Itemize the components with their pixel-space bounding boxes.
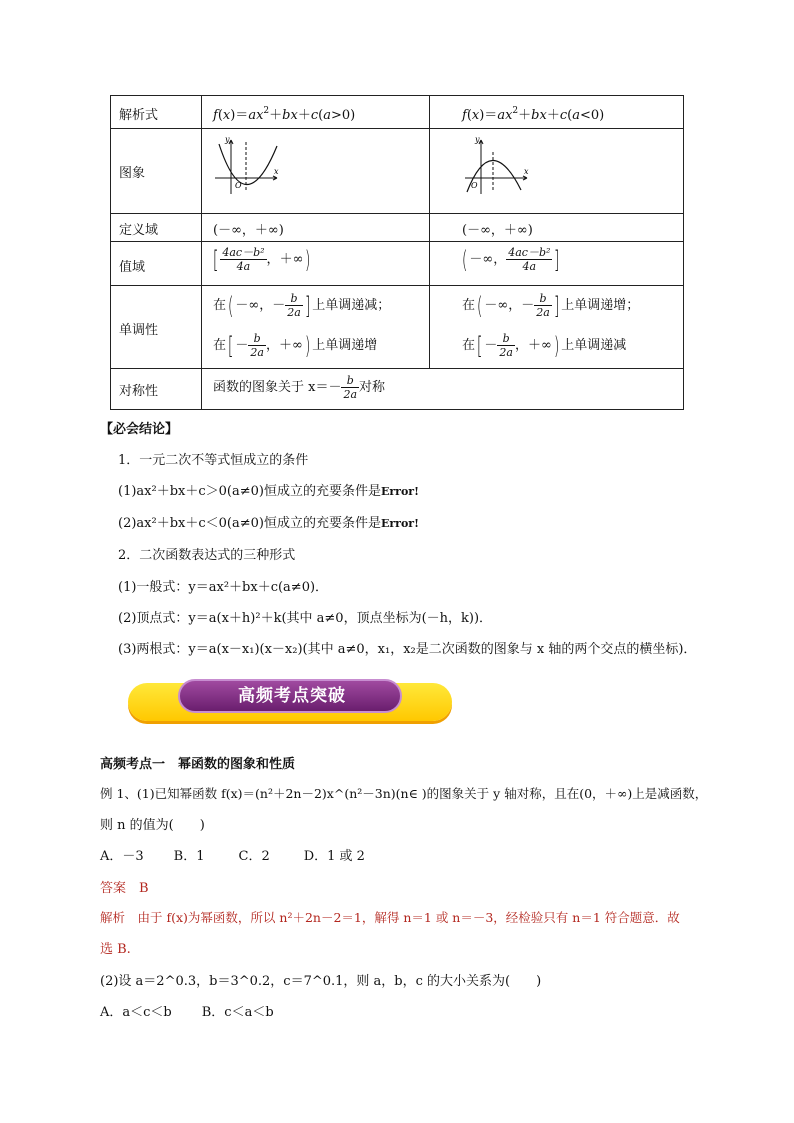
monotonic-decreasing-interval-neg: 在[ － $\frac{b}{2a}$ ，＋∞) 上单调递减 <box>462 331 627 360</box>
monotonic-increasing-interval: 在[ － $\frac{b}{2a}$ ，＋∞) 上单调递增 <box>213 331 378 360</box>
svg-text:O: O <box>235 181 242 190</box>
expression-a-positive: $f(x)=ax^2+bx+c(a>0)$ <box>213 106 356 123</box>
domain-a-negative: (－∞，＋∞) <box>462 223 533 238</box>
conclusion-item-1: 1．一元二次不等式恒成立的条件 <box>118 453 309 468</box>
expression-a-negative: $f(x)=ax^2+bx+c(a<0)$ <box>462 106 605 123</box>
row-label-symmetry: 对称性 <box>119 384 159 399</box>
range-a-negative: ( －∞， $\frac{\text{4ac－b²}}{4a}$ ] <box>461 245 560 274</box>
example-1-line-1: 例 1、(1)已知幂函数 f(x)＝(n²＋2n－2)x^(n²－3n)(n∈ )的图象关于 y 轴对称，且在(0，＋∞)上是减函数， <box>100 786 708 801</box>
section-banner <box>128 683 452 721</box>
svg-text:x: x <box>274 167 279 176</box>
row-label-domain: 定义域 <box>119 223 159 238</box>
row-label-range: 值域 <box>119 260 146 275</box>
svg-text:y: y <box>475 135 480 144</box>
row-label-monotonicity: 单调性 <box>119 323 159 338</box>
range-a-positive: [ $\frac{\text{4ac－b²}}{4a}$ ，＋∞) <box>212 245 311 274</box>
quadratic-properties-table <box>110 95 684 410</box>
conclusion-item-2: 2．二次函数表达式的三种形式 <box>118 548 296 563</box>
parabola-down-graph <box>461 134 533 196</box>
conclusion-line-2: (2)ax²＋bx＋c＜0(a≠0)恒成立的充要条件是Error! <box>118 516 419 531</box>
parabola-up-graph <box>211 134 283 196</box>
conclusion-line-1: (1)ax²＋bx＋c＞0(a≠0)恒成立的充要条件是Error! <box>118 484 419 499</box>
section-title: 高频考点一 幂函数的图象和性质 <box>100 757 296 772</box>
example-1-part-2: (2)设 a＝2^0.3，b＝3^0.2，c＝7^0.1，则 a，b，c 的大小关系为( ) <box>100 974 542 989</box>
symmetry-axis: 函数的图象关于 x＝－ $\frac{b}{2a}$ 对称 <box>213 374 386 401</box>
answer: 答案 B <box>100 881 149 896</box>
form-general: (1)一般式：y＝ax²＋bx＋c(a≠0)． <box>118 580 329 595</box>
conclusion-heading: 【必会结论】 <box>100 422 179 437</box>
svg-text:x: x <box>524 167 529 176</box>
example-1-part-2-choices: A．a＜c＜b B．c＜a＜b <box>100 1005 274 1020</box>
row-label-graph: 图象 <box>119 166 146 181</box>
banner-title: 高频考点突破 <box>238 686 346 706</box>
analysis-line-2: 选 B. <box>100 942 131 957</box>
row-label-expression: 解析式 <box>119 108 159 123</box>
form-vertex: (2)顶点式：y＝a(x＋h)²＋k(其中 a≠0，顶点坐标为(－h，k))． <box>118 611 493 626</box>
monotonic-increasing-interval-neg: 在( －∞，－ $\frac{b}{2a}$ ] 上单调递增； <box>462 291 640 320</box>
svg-text:y: y <box>225 135 230 144</box>
svg-text:O: O <box>471 181 478 190</box>
monotonic-decreasing-interval: 在( －∞，－ $\frac{b}{2a}$ ] 上单调递减； <box>213 291 391 320</box>
form-roots: (3)两根式：y＝a(x－x₁)(x－x₂)(其中 a≠0，x₁，x₂是二次函数的图象与 x 轴的两个交点的横坐标)． <box>118 642 697 657</box>
domain-a-positive: (－∞，＋∞) <box>213 223 284 238</box>
analysis-line-1: 解析 由于 f(x)为幂函数，所以 n²＋2n－2＝1，解得 n＝1 或 n＝－3，经检验只有 n＝1 符合题意．故 <box>100 910 680 925</box>
example-1-line-2: 则 n 的值为( ) <box>100 818 205 833</box>
example-1-choices: A．－3 B．1 C．2 D．1 或 2 <box>100 849 365 864</box>
